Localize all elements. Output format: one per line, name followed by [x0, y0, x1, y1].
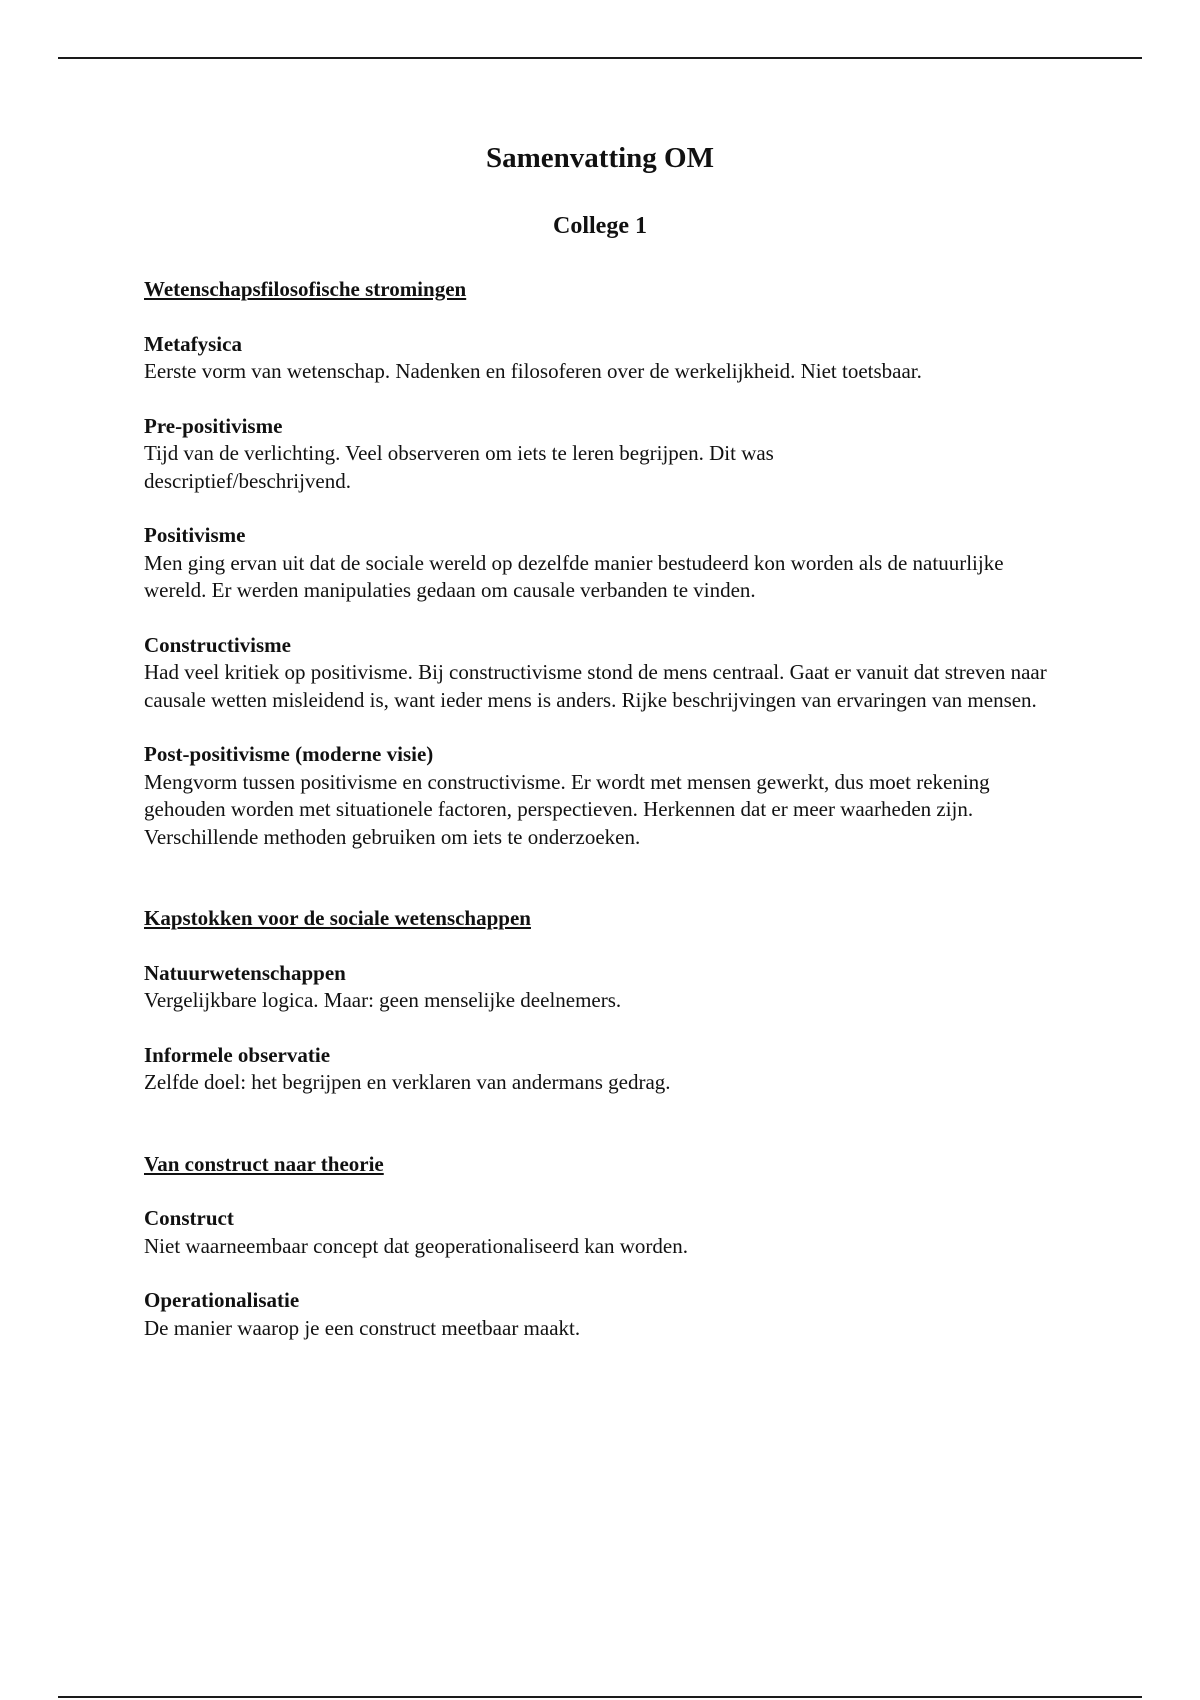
section-wetenschapsfilosofische-stromingen: [144, 276, 1074, 851]
top-rule: [58, 57, 1142, 59]
term-title: Informele observatie: [144, 1042, 331, 1067]
term-pre-positivisme: [144, 413, 1074, 496]
term-text: Niet waarneembaar concept dat geoperationaliseerd kan worden.: [144, 1233, 688, 1258]
document-subtitle: College 1: [553, 213, 647, 239]
term-title: Operationalisatie: [144, 1288, 300, 1312]
term-text: Tijd van de verlichting. Veel observeren om iets te leren begrijpen. Dit was descriptief/beschrijvend.: [144, 441, 774, 493]
document-body: [144, 276, 1074, 1369]
term-text: Eerste vorm van wetenschap. Nadenken en filosoferen over de werkelijkheid. Niet toetsbaar.: [144, 359, 922, 383]
term-text: Mengvorm tussen positivisme en constructivisme. Er wordt met mensen gewerkt, dus moet rekening gehouden worden met situationele factoren, perspectieven. Herkennen dat er meer waarheden zijn. Verschillende methoden gebruiken om iets te onderzoeken.: [144, 769, 990, 849]
section-heading: Wetenschapsfilosofische stromingen: [144, 277, 467, 301]
bottom-rule: [58, 1696, 1142, 1698]
term-title: Constructivisme: [144, 632, 291, 657]
term-text: Had veel kritiek op positivisme. Bij constructivisme stond de mens centraal. Gaat er vanuit dat streven naar causale wetten misleidend is, want ieder mens is anders. Rijke beschrijvingen van ervaringen van mensen.: [144, 660, 1047, 712]
term-title: Metafysica: [144, 331, 242, 356]
section-heading: Kapstokken voor de sociale wetenschappen: [144, 906, 531, 930]
document-title: Samenvatting OM: [486, 142, 714, 174]
section-heading: Van construct naar theorie: [144, 1151, 384, 1176]
term-title: Natuurwetenschappen: [144, 960, 346, 985]
term-post-positivisme: [144, 741, 1074, 851]
term-constructivisme: [144, 632, 1074, 715]
term-operationalisatie: [144, 1287, 1074, 1342]
term-metafysica: [144, 331, 1074, 386]
term-construct: [144, 1205, 1074, 1260]
term-text: De manier waarop je een construct meetbaar maakt.: [144, 1315, 581, 1340]
term-title: Positivisme: [144, 523, 246, 547]
term-positivisme: [144, 522, 1074, 605]
section-van-construct-naar-theorie: [144, 1151, 1074, 1343]
term-title: Pre-positivisme: [144, 413, 283, 438]
term-natuurwetenschappen: [144, 960, 1074, 1015]
term-title: Construct: [144, 1206, 234, 1230]
term-text: Vergelijkbare logica. Maar: geen menselijke deelnemers.: [144, 988, 622, 1012]
term-text: Men ging ervan uit dat de sociale wereld op dezelfde manier bestudeerd kon worden als de natuurlijke wereld. Er werden manipulaties gedaan om causale verbanden te vinden.: [144, 550, 1004, 602]
term-informele-observatie: [144, 1042, 1074, 1097]
term-title: Post-positivisme (moderne visie): [144, 742, 434, 766]
section-kapstokken: [144, 905, 1074, 1097]
term-text: Zelfde doel: het begrijpen en verklaren van andermans gedrag.: [144, 1070, 671, 1094]
